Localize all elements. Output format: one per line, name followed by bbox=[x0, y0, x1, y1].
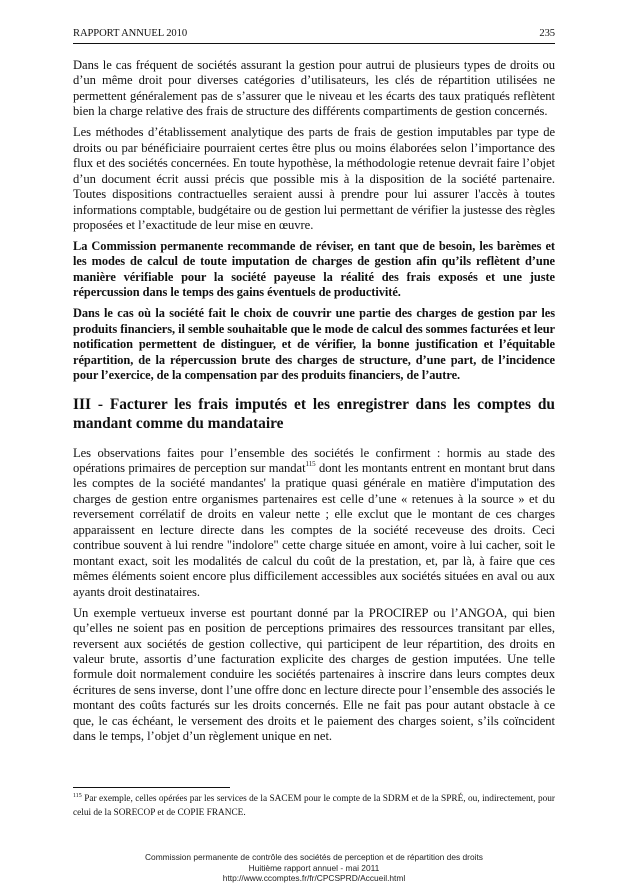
running-header bbox=[73, 27, 555, 44]
footnote-separator bbox=[73, 787, 230, 788]
footnote-number: 115 bbox=[73, 792, 82, 799]
page-footer bbox=[73, 852, 555, 884]
section-heading: III - Facturer les frais imputés et les enregistrer dans les comptes du mandant comme du mandataire bbox=[73, 395, 555, 432]
footer-url[interactable]: http://www.ccomptes.fr/fr/CPCSPRD/Accueil.html bbox=[222, 873, 406, 884]
footer-report-edition: Huitième rapport annuel - mai 2011 bbox=[248, 862, 380, 873]
document-body bbox=[73, 58, 555, 750]
recommendation-paragraph: Dans le cas où la société fait le choix de couvrir une partie des charges de gestion par les produits financiers, il semble souhaitable que le mode de calcul des sommes facturées et leur notification permettent de distinguer, et de vérifier, la bonne justification et l’équitable répartition, de la répercussion brute des charges de structure, d’une part, de l’incidence pour l’exercice, de la compensation par des produits financiers, de l’autre. bbox=[73, 306, 555, 383]
page-number: 235 bbox=[539, 28, 555, 39]
recommendation-paragraph: La Commission permanente recommande de réviser, en tant que de besoin, les barèmes et les modes de calcul de toute imputation de charges de gestion afin qu’ils reflètent d’une manière vérifiable pour la société payeuse la réalité des frais exposés et une juste répercussion dans le temps des gains éventuels de productivité. bbox=[73, 238, 555, 300]
paragraph-text: dont les montants entrent en montant brut dans les comptes de la société mandantes' la pratique quasi générale en matière d'imputation des charges de gestion entre organismes partenaires est celle d’une « retenues à la source » et du reversement corrélatif de droits en valeur nette ; elle exclut que le montant de ces charges apparaissent en lecture directe dans les comptes de la société receveuse des droits. Ceci contribue souvent à lui rendre "indolore" cette charge située en amont, voire à lui cacher, soit le montant exact, soit les modalités de calcul du coût de la prestation, et, par là, à faire que ces mêmes éléments soient encore plus difficilement accessibles aux sociétés situées en aval ou aux ayants droit destinataires. bbox=[73, 461, 555, 599]
report-title: RAPPORT ANNUEL 2010 bbox=[73, 28, 188, 39]
footer-commission: Commission permanente de contrôle des sociétés de perception et de répartition des droits bbox=[145, 852, 483, 862]
footnote bbox=[73, 793, 555, 820]
footnote-text: Par exemple, celles opérées par les services de la SACEM pour le compte de la SDRM et de la SPRÉ, ou, indirectement, pour celui de la SORECOP et de COPIE FRANCE. bbox=[73, 794, 555, 818]
paragraph: Dans le cas fréquent de sociétés assurant la gestion pour autrui de plusieurs types de droits ou d’un même droit pour diverses catégories d’utilisateurs, les clés de répartition utilisées ne permettent généralement pas de s’assurer que le niveau et les écarts des taux pratiqués reflètent bien la charge relative des frais de structure des différents compartiments de gestion concernés. bbox=[73, 58, 555, 119]
footnote-reference[interactable]: 115 bbox=[305, 459, 316, 468]
paragraph: Les méthodes d’établissement analytique des parts de frais de gestion imputables par type de droits ou par bénéficiaire pourraient certes être plus ou moins élaborées selon l’importance des flux et des sociétés concernées. En toute hypothèse, la méthodologie retenue devrait faire l’objet d’un document écrit aussi précis que possible mis à la disposition de la société partenaire. Toutes dispositions contractuelles seraient aussi à prendre pour lui assurer l'accès à toutes informations comptable, budgétaire ou de gestion lui permettant de vérifier la justesse des règles proposées et l’exactitude de leur mise en œuvre. bbox=[73, 125, 555, 233]
paragraph: Un exemple vertueux inverse est pourtant donné par la PROCIREP ou l’ANGOA, qui bien qu’elles ne soient pas en position de perceptions primaires des ressources transitant par elles, reversent aux sociétés de gestion collective, qui participent de leur répartition, des droits en valeur brute, assortis d’une facturation explicite des charges de gestion imputées. Une telle formule doit normalement conduire les sociétés partenaires à inscrire dans leurs comptes deux écritures de sens inverse, dont l’une offre donc en lecture directe pour l’ensemble des associés le montant des coûts facturés sur les droits concernés. Elle ne fait pas pour autant obstacle à ce que, le cas échéant, le versement des droits et le paiement des charges soient, s’ils coïncident dans le temps, l’objet d’un règlement unique en net. bbox=[73, 605, 555, 744]
paragraph bbox=[73, 446, 555, 601]
paragraph-text: Les observations faites pour l’ensemble des sociétés le confirment : hormis au stade des opérations primaires de perception sur mandat bbox=[73, 445, 555, 476]
